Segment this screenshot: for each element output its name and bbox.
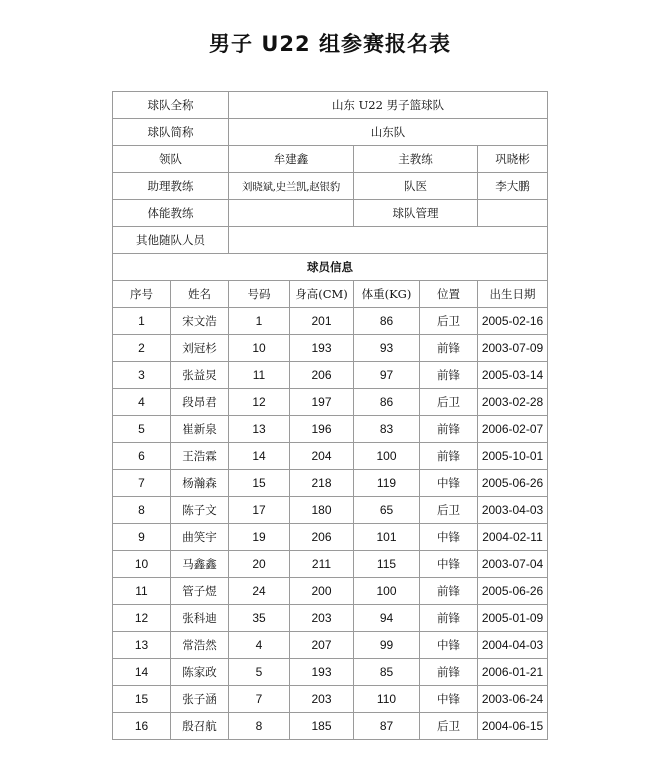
player-index: 6 [113, 443, 171, 470]
player-index: 16 [113, 713, 171, 740]
player-rows [113, 308, 548, 740]
player-birthdate: 2005-10-01 [478, 443, 548, 470]
player-name: 张子涵 [171, 686, 229, 713]
player-number: 14 [229, 443, 290, 470]
table-row [113, 416, 548, 443]
leader-label: 领队 [113, 146, 229, 173]
fitness-coach-label: 体能教练 [113, 200, 229, 227]
fitness-coach-value [229, 200, 354, 227]
player-birthdate: 2005-03-14 [478, 362, 548, 389]
player-birthdate: 2003-02-28 [478, 389, 548, 416]
player-height: 197 [290, 389, 354, 416]
team-full-name-row [113, 92, 548, 119]
player-weight: 87 [354, 713, 420, 740]
player-height: 185 [290, 713, 354, 740]
player-number: 35 [229, 605, 290, 632]
player-name: 张益炅 [171, 362, 229, 389]
player-height: 204 [290, 443, 354, 470]
player-name: 崔新泉 [171, 416, 229, 443]
header-birthdate: 出生日期 [478, 281, 548, 308]
player-height: 206 [290, 362, 354, 389]
player-weight: 110 [354, 686, 420, 713]
player-index: 8 [113, 497, 171, 524]
head-coach-label: 主教练 [354, 146, 478, 173]
player-number: 13 [229, 416, 290, 443]
player-weight: 86 [354, 308, 420, 335]
player-name: 陈子文 [171, 497, 229, 524]
player-position: 前锋 [420, 443, 478, 470]
player-weight: 86 [354, 389, 420, 416]
player-index: 12 [113, 605, 171, 632]
player-name: 张科迪 [171, 605, 229, 632]
player-weight: 85 [354, 659, 420, 686]
header-number: 号码 [229, 281, 290, 308]
player-weight: 94 [354, 605, 420, 632]
player-index: 15 [113, 686, 171, 713]
team-short-name-label: 球队简称 [113, 119, 229, 146]
assistant-coach-label: 助理教练 [113, 173, 229, 200]
header-name: 姓名 [171, 281, 229, 308]
table-row [113, 497, 548, 524]
table-row [113, 524, 548, 551]
player-name: 王浩霖 [171, 443, 229, 470]
player-position: 前锋 [420, 335, 478, 362]
player-birthdate: 2003-06-24 [478, 686, 548, 713]
player-birthdate: 2004-02-11 [478, 524, 548, 551]
player-weight: 100 [354, 443, 420, 470]
player-weight: 93 [354, 335, 420, 362]
player-weight: 100 [354, 578, 420, 605]
assistant-row [113, 173, 548, 200]
player-number: 20 [229, 551, 290, 578]
player-number: 12 [229, 389, 290, 416]
table-row [113, 470, 548, 497]
player-number: 10 [229, 335, 290, 362]
player-position: 前锋 [420, 362, 478, 389]
player-birthdate: 2005-06-26 [478, 578, 548, 605]
player-weight: 115 [354, 551, 420, 578]
player-birthdate: 2006-01-21 [478, 659, 548, 686]
header-weight: 体重(KG) [354, 281, 420, 308]
player-weight: 119 [354, 470, 420, 497]
team-short-name-row [113, 119, 548, 146]
players-section-title: 球员信息 [113, 254, 548, 281]
player-height: 206 [290, 524, 354, 551]
player-height: 201 [290, 308, 354, 335]
player-index: 1 [113, 308, 171, 335]
player-position: 前锋 [420, 578, 478, 605]
player-weight: 99 [354, 632, 420, 659]
player-height: 193 [290, 335, 354, 362]
player-number: 1 [229, 308, 290, 335]
table-row [113, 362, 548, 389]
others-row [113, 227, 548, 254]
table-row [113, 713, 548, 740]
player-index: 7 [113, 470, 171, 497]
player-position: 前锋 [420, 659, 478, 686]
player-position: 中锋 [420, 632, 478, 659]
player-position: 中锋 [420, 551, 478, 578]
player-name: 曲笑宇 [171, 524, 229, 551]
table-row [113, 686, 548, 713]
assistant-coach-value: 刘晓斌,史兰凯,赵银豹 [229, 173, 354, 200]
player-index: 2 [113, 335, 171, 362]
player-index: 9 [113, 524, 171, 551]
player-number: 24 [229, 578, 290, 605]
registration-table [112, 91, 548, 740]
player-weight: 83 [354, 416, 420, 443]
player-height: 196 [290, 416, 354, 443]
player-position: 前锋 [420, 605, 478, 632]
table-row [113, 578, 548, 605]
player-position: 中锋 [420, 686, 478, 713]
team-short-name-value: 山东队 [229, 119, 548, 146]
table-row [113, 389, 548, 416]
player-position: 后卫 [420, 497, 478, 524]
player-height: 193 [290, 659, 354, 686]
player-height: 218 [290, 470, 354, 497]
player-height: 211 [290, 551, 354, 578]
player-name: 常浩然 [171, 632, 229, 659]
table-row [113, 308, 548, 335]
player-index: 10 [113, 551, 171, 578]
player-index: 3 [113, 362, 171, 389]
player-birthdate: 2004-04-03 [478, 632, 548, 659]
team-manager-label: 球队管理 [354, 200, 478, 227]
head-coach-value: 巩晓彬 [478, 146, 548, 173]
table-row [113, 335, 548, 362]
player-number: 8 [229, 713, 290, 740]
player-position: 后卫 [420, 389, 478, 416]
player-birthdate: 2003-07-09 [478, 335, 548, 362]
team-full-name-value: 山东 U22 男子篮球队 [229, 92, 548, 119]
leader-value: 牟建鑫 [229, 146, 354, 173]
player-birthdate: 2005-01-09 [478, 605, 548, 632]
player-position: 后卫 [420, 713, 478, 740]
player-index: 5 [113, 416, 171, 443]
team-doctor-label: 队医 [354, 173, 478, 200]
players-section-row [113, 254, 548, 281]
player-height: 207 [290, 632, 354, 659]
player-name: 杨瀚森 [171, 470, 229, 497]
player-index: 14 [113, 659, 171, 686]
player-position: 前锋 [420, 416, 478, 443]
player-name: 刘冠杉 [171, 335, 229, 362]
player-name: 殷召航 [171, 713, 229, 740]
players-header-row [113, 281, 548, 308]
player-name: 陈家政 [171, 659, 229, 686]
player-weight: 97 [354, 362, 420, 389]
player-index: 13 [113, 632, 171, 659]
player-birthdate: 2003-07-04 [478, 551, 548, 578]
header-index: 序号 [113, 281, 171, 308]
fitness-row [113, 200, 548, 227]
player-position: 中锋 [420, 524, 478, 551]
player-number: 7 [229, 686, 290, 713]
player-number: 5 [229, 659, 290, 686]
player-number: 11 [229, 362, 290, 389]
player-birthdate: 2006-02-07 [478, 416, 548, 443]
player-height: 200 [290, 578, 354, 605]
player-position: 后卫 [420, 308, 478, 335]
other-staff-label: 其他随队人员 [113, 227, 229, 254]
other-staff-value [229, 227, 548, 254]
table-row [113, 551, 548, 578]
player-birthdate: 2003-04-03 [478, 497, 548, 524]
player-number: 15 [229, 470, 290, 497]
page-title: 男子 U22 组参赛报名表 [209, 32, 451, 56]
header-position: 位置 [420, 281, 478, 308]
team-doctor-value: 李大鹏 [478, 173, 548, 200]
player-weight: 101 [354, 524, 420, 551]
player-name: 段昂君 [171, 389, 229, 416]
player-weight: 65 [354, 497, 420, 524]
team-manager-value [478, 200, 548, 227]
header-height: 身高(CM) [290, 281, 354, 308]
player-index: 4 [113, 389, 171, 416]
player-position: 中锋 [420, 470, 478, 497]
table-row [113, 605, 548, 632]
player-name: 管子煜 [171, 578, 229, 605]
player-number: 4 [229, 632, 290, 659]
player-number: 19 [229, 524, 290, 551]
player-birthdate: 2005-02-16 [478, 308, 548, 335]
player-name: 宋文浩 [171, 308, 229, 335]
player-birthdate: 2004-06-15 [478, 713, 548, 740]
player-birthdate: 2005-06-26 [478, 470, 548, 497]
player-index: 11 [113, 578, 171, 605]
table-row [113, 659, 548, 686]
player-name: 马鑫鑫 [171, 551, 229, 578]
table-row [113, 443, 548, 470]
leader-row [113, 146, 548, 173]
player-number: 17 [229, 497, 290, 524]
team-full-name-label: 球队全称 [113, 92, 229, 119]
table-row [113, 632, 548, 659]
player-height: 203 [290, 686, 354, 713]
player-height: 180 [290, 497, 354, 524]
player-height: 203 [290, 605, 354, 632]
